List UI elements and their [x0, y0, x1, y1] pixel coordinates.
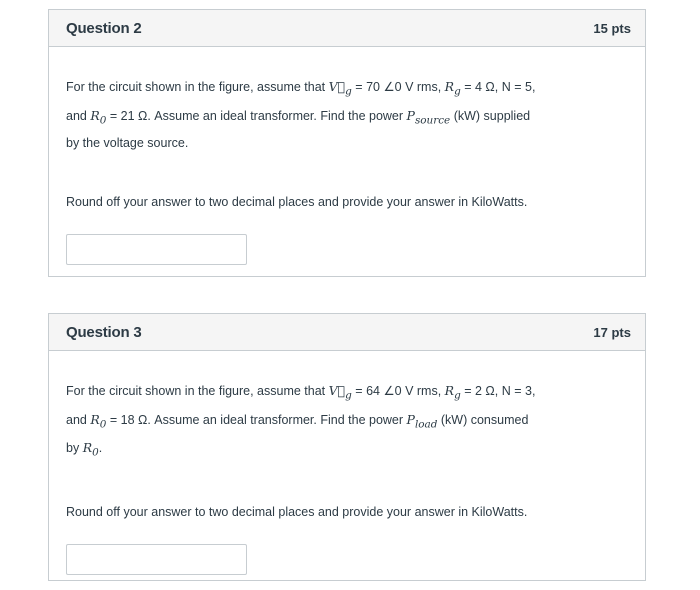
math-symbol: R [90, 107, 100, 123]
math-symbol: R [82, 440, 93, 455]
answer-input[interactable] [66, 234, 247, 265]
text-segment: (kW) supplied [450, 108, 531, 123]
math-symbol: P [406, 107, 415, 123]
math-r0 [90, 107, 107, 126]
answer-input[interactable] [66, 544, 247, 575]
text-segment: = 18 Ω. Assume an ideal transformer. Find the power [106, 412, 407, 427]
question-card-3 [48, 313, 646, 581]
math-symbol: V⃗ [328, 79, 346, 94]
math-subscript: 0 [99, 114, 107, 126]
math-symbol: V⃗ [328, 383, 346, 398]
math-p-source [406, 107, 451, 126]
question-instruction: Round off your answer to two decimal places and provide your answer in KiloWatts. [66, 504, 528, 519]
math-subscript: g [345, 389, 352, 402]
question-points: 15 pts [593, 20, 631, 36]
math-r0 [90, 411, 107, 430]
question-title: Question 2 [66, 19, 142, 37]
question-title: Question 3 [66, 323, 142, 341]
math-r0 [82, 440, 99, 459]
math-vg [328, 79, 352, 98]
text-segment: = 70 ∠0 V rms, [351, 80, 445, 94]
question-body [49, 351, 645, 575]
question-card-2 [48, 9, 646, 277]
text-segment: and [66, 108, 91, 123]
math-vg [328, 383, 352, 402]
math-symbol: P [406, 411, 415, 427]
math-symbol: R [90, 411, 100, 427]
math-subscript: g [454, 389, 461, 402]
text-segment: . [98, 441, 103, 455]
text-segment: = 21 Ω. Assume an ideal transformer. Find the power [106, 108, 407, 123]
question-header [49, 10, 645, 47]
text-segment: by [66, 441, 83, 455]
text-segment: = 2 Ω, N = 3, [460, 384, 536, 398]
text-segment: For the circuit shown in the figure, assume that [66, 384, 329, 398]
math-subscript: source [414, 114, 451, 126]
math-p-load [406, 411, 438, 430]
text-segment: For the circuit shown in the figure, assume that [66, 80, 329, 94]
question-points: 17 pts [593, 324, 631, 340]
text-segment: by the voltage source. [66, 136, 189, 150]
math-subscript: g [454, 85, 461, 98]
question-instruction: Round off your answer to two decimal places and provide your answer in KiloWatts. [66, 195, 528, 209]
question-text [66, 379, 627, 465]
math-subscript: g [345, 85, 352, 98]
math-subscript: 0 [99, 418, 107, 430]
math-symbol: R [444, 79, 455, 94]
question-header [49, 314, 645, 351]
math-subscript: load [414, 418, 438, 430]
math-subscript: 0 [92, 446, 99, 459]
question-body [49, 47, 645, 265]
text-segment: = 64 ∠0 V rms, [351, 384, 445, 398]
math-rg [444, 383, 461, 402]
text-segment: = 4 Ω, N = 5, [460, 80, 536, 94]
question-text [66, 75, 627, 155]
text-segment: and [66, 412, 91, 427]
math-symbol: R [444, 383, 455, 398]
text-segment: (kW) consumed [437, 412, 529, 427]
math-rg [444, 79, 461, 98]
